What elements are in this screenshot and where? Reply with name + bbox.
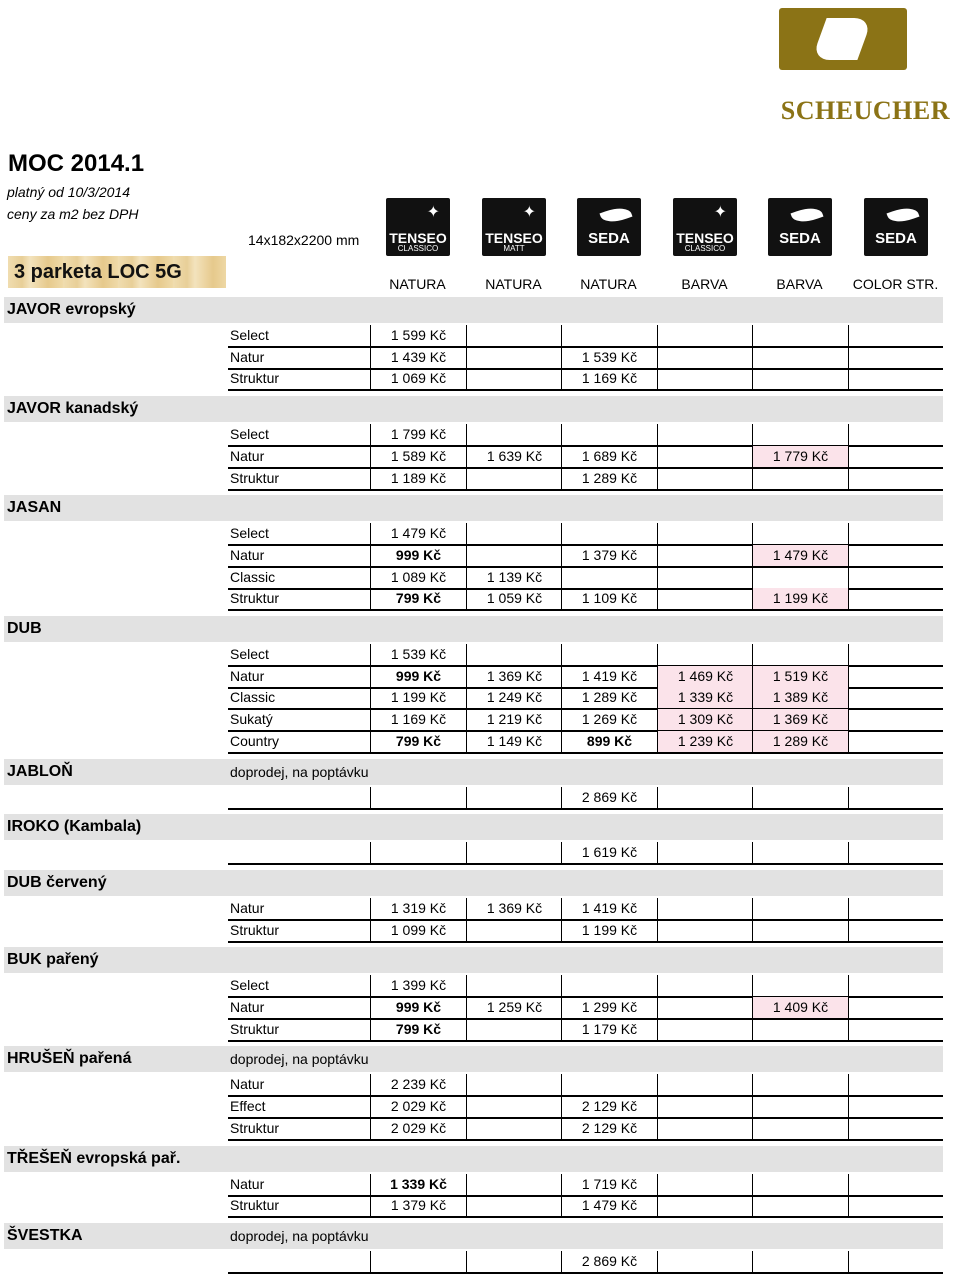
table-row xyxy=(228,347,943,370)
price-cell: 1 289 Kč xyxy=(752,731,848,752)
table-row xyxy=(228,975,943,998)
price-cell: 1 369 Kč xyxy=(466,898,562,919)
price-cell xyxy=(848,709,944,730)
price-cell: 1 619 Kč xyxy=(561,842,657,863)
price-cell: 1 409 Kč xyxy=(752,997,848,1018)
section-name: DUB xyxy=(7,620,42,637)
section-header xyxy=(4,870,943,896)
price-cell: 1 419 Kč xyxy=(561,898,657,919)
price-cell xyxy=(657,446,753,467)
row-label: Struktur xyxy=(230,1119,280,1136)
table-row xyxy=(228,567,943,590)
price-cell: 1 269 Kč xyxy=(561,709,657,730)
price-cell xyxy=(466,1096,562,1117)
price-cell xyxy=(657,1074,753,1095)
price-cell xyxy=(466,1174,562,1195)
price-cell: 1 289 Kč xyxy=(561,687,657,708)
price-cell xyxy=(752,1096,848,1117)
price-cell: 1 539 Kč xyxy=(370,644,466,665)
column-header: NATURA xyxy=(580,276,637,292)
price-cell: 1 779 Kč xyxy=(752,446,848,467)
table-row xyxy=(228,468,943,491)
price-cell xyxy=(848,920,944,941)
price-cell xyxy=(752,424,848,445)
price-cell: 1 369 Kč xyxy=(466,666,562,687)
price-cell: 2 129 Kč xyxy=(561,1118,657,1139)
price-cell xyxy=(657,975,753,996)
price-cell xyxy=(466,1074,562,1095)
finish-subname: CLASSICO xyxy=(397,244,439,253)
price-cell: 1 399 Kč xyxy=(370,975,466,996)
section-header xyxy=(4,495,943,521)
price-cell xyxy=(657,997,753,1018)
price-cell xyxy=(752,567,848,588)
column-header: NATURA xyxy=(485,276,542,292)
price-cell: 1 199 Kč xyxy=(561,920,657,941)
star-icon: ✦ xyxy=(713,204,727,221)
leaf-icon xyxy=(600,203,633,226)
table-row xyxy=(228,424,943,447)
price-cell: 1 249 Kč xyxy=(466,687,562,708)
price-cell xyxy=(466,1019,562,1040)
table-row xyxy=(228,1096,943,1119)
leaf-icon xyxy=(887,203,920,226)
price-cell xyxy=(848,997,944,1018)
table-row xyxy=(228,523,943,546)
finish-subname: CLASSICO xyxy=(684,244,726,253)
section-note: doprodej, na poptávku xyxy=(230,763,369,780)
section-header xyxy=(4,947,943,973)
price-cell xyxy=(466,545,562,566)
price-cell xyxy=(752,1019,848,1040)
price-cell: 1 379 Kč xyxy=(370,1195,466,1216)
price-cell xyxy=(466,920,562,941)
section-header xyxy=(4,297,943,323)
price-cell xyxy=(466,1118,562,1139)
price-cell: 1 189 Kč xyxy=(370,468,466,489)
price-cell xyxy=(848,787,944,808)
price-cell xyxy=(752,644,848,665)
price-cell: 1 169 Kč xyxy=(561,368,657,389)
unit-note: ceny za m2 bez DPH xyxy=(7,206,139,222)
section-header xyxy=(4,814,943,840)
price-cell: 1 299 Kč xyxy=(561,997,657,1018)
price-cell xyxy=(848,1096,944,1117)
table-row xyxy=(228,1195,943,1218)
star-icon: ✦ xyxy=(426,204,440,221)
price-cell xyxy=(561,975,657,996)
price-cell xyxy=(657,1174,753,1195)
price-cell xyxy=(848,842,944,863)
price-cell: 1 259 Kč xyxy=(466,997,562,1018)
row-label: Natur xyxy=(230,546,265,563)
price-cell xyxy=(752,898,848,919)
table-row xyxy=(228,898,943,921)
price-cell xyxy=(466,468,562,489)
section-name: JASAN xyxy=(7,499,62,517)
price-cell xyxy=(848,567,944,588)
price-cell: 2 869 Kč xyxy=(561,787,657,808)
finish-logo xyxy=(768,198,832,256)
row-label: Natur xyxy=(230,348,265,365)
section-name: TŘEŠEŇ evropská pař. xyxy=(7,1149,181,1167)
price-cell xyxy=(466,842,562,863)
price-cell xyxy=(848,644,944,665)
price-cell xyxy=(466,368,562,389)
page-title: MOC 2014.1 xyxy=(8,150,145,177)
table-row xyxy=(228,842,943,865)
price-cell xyxy=(657,1195,753,1216)
product-title: 3 parketa LOC 5G xyxy=(14,261,182,283)
price-cell: 1 059 Kč xyxy=(466,588,562,609)
section-note: doprodej, na poptávku xyxy=(230,1227,369,1244)
price-cell: 799 Kč xyxy=(370,1019,466,1040)
price-cell xyxy=(848,666,944,687)
price-cell: 799 Kč xyxy=(370,588,466,609)
finish-name: TENSEO xyxy=(485,230,543,246)
column-header: COLOR STR. xyxy=(852,276,939,292)
price-cell xyxy=(752,468,848,489)
finish-name: SEDA xyxy=(875,230,917,247)
price-cell: 1 519 Kč xyxy=(752,666,848,687)
row-label: Country xyxy=(230,732,280,749)
price-cell: 799 Kč xyxy=(370,731,466,752)
price-cell: 1 419 Kč xyxy=(561,666,657,687)
price-cell xyxy=(466,1251,562,1272)
table-row xyxy=(228,666,943,689)
table-row xyxy=(228,709,943,732)
price-cell: 1 289 Kč xyxy=(561,468,657,489)
section-name: DUB červený xyxy=(7,873,107,891)
price-cell: 2 239 Kč xyxy=(370,1074,466,1095)
price-cell xyxy=(848,731,944,752)
row-label: Natur xyxy=(230,447,265,464)
price-cell: 1 589 Kč xyxy=(370,446,466,467)
row-label: Natur xyxy=(230,999,265,1015)
price-cell xyxy=(561,523,657,544)
price-cell: 2 029 Kč xyxy=(370,1096,466,1117)
price-cell xyxy=(657,644,753,665)
price-cell xyxy=(657,898,753,919)
price-cell xyxy=(466,424,562,445)
row-label: Select xyxy=(230,977,269,994)
price-cell: 1 069 Kč xyxy=(370,368,466,389)
price-cell xyxy=(752,523,848,544)
section-header xyxy=(4,759,943,785)
price-cell: 1 179 Kč xyxy=(561,1019,657,1040)
price-cell xyxy=(752,787,848,808)
finish-name: SEDA xyxy=(588,230,630,247)
price-cell: 1 369 Kč xyxy=(752,709,848,730)
price-cell: 1 439 Kč xyxy=(370,347,466,368)
row-label: Effect xyxy=(230,1098,266,1115)
price-cell xyxy=(657,325,753,346)
row-label: Classic xyxy=(230,568,276,585)
price-cell xyxy=(752,975,848,996)
price-cell xyxy=(657,1251,753,1272)
price-cell: 1 169 Kč xyxy=(370,709,466,730)
price-cell xyxy=(466,523,562,544)
price-cell xyxy=(657,842,753,863)
price-cell: 1 219 Kč xyxy=(466,709,562,730)
brand-name: SCHEUCHER xyxy=(780,96,950,125)
finish-logo xyxy=(577,198,641,256)
finish-logo xyxy=(482,198,546,256)
price-cell: 1 139 Kč xyxy=(466,567,562,588)
price-cell: 1 539 Kč xyxy=(561,347,657,368)
finish-name: TENSEO xyxy=(676,230,734,246)
star-icon: ✦ xyxy=(522,204,536,221)
row-label: Select xyxy=(230,327,269,343)
price-cell xyxy=(848,1074,944,1095)
table-row xyxy=(228,1019,943,1042)
row-label: Natur xyxy=(230,1175,265,1192)
finish-name: TENSEO xyxy=(389,230,447,246)
price-cell: 1 239 Kč xyxy=(657,731,753,752)
price-cell xyxy=(370,1251,466,1272)
price-cell xyxy=(466,325,562,346)
price-cell xyxy=(848,424,944,445)
leaf-icon xyxy=(791,203,824,226)
price-cell xyxy=(848,975,944,996)
price-cell xyxy=(848,1118,944,1139)
price-cell: 1 199 Kč xyxy=(370,687,466,708)
column-header: NATURA xyxy=(389,276,446,292)
price-cell xyxy=(752,1195,848,1216)
price-cell xyxy=(657,567,753,588)
price-cell xyxy=(848,1195,944,1216)
price-cell xyxy=(848,368,944,389)
price-cell xyxy=(752,1174,848,1195)
section-name: HRUŠEŇ pařená xyxy=(7,1050,132,1068)
price-cell xyxy=(848,588,944,609)
finish-logo xyxy=(864,198,928,256)
price-cell: 1 599 Kč xyxy=(370,325,466,346)
price-cell: 1 719 Kč xyxy=(561,1174,657,1195)
price-cell xyxy=(848,446,944,467)
price-cell: 1 479 Kč xyxy=(752,545,848,566)
price-cell xyxy=(752,1251,848,1272)
price-cell xyxy=(752,842,848,863)
price-cell: 1 339 Kč xyxy=(657,687,753,708)
section-name: BUK pařený xyxy=(7,951,99,969)
section-name: JABLOŇ xyxy=(7,762,73,780)
price-cell xyxy=(657,368,753,389)
price-cell xyxy=(657,920,753,941)
table-row xyxy=(228,1174,943,1197)
price-cell xyxy=(848,347,944,368)
price-cell: 1 469 Kč xyxy=(657,666,753,687)
dimensions: 14x182x2200 mm xyxy=(248,232,360,248)
price-cell: 1 799 Kč xyxy=(370,424,466,445)
price-cell: 1 199 Kč xyxy=(752,588,848,609)
row-label: Select xyxy=(230,525,269,542)
column-header: BARVA xyxy=(681,276,728,292)
row-label: Sukatý xyxy=(230,711,273,728)
table-row xyxy=(228,644,943,667)
price-cell xyxy=(657,1118,753,1139)
row-label: Select xyxy=(230,426,269,443)
price-cell: 2 869 Kč xyxy=(561,1251,657,1272)
price-cell xyxy=(752,920,848,941)
price-cell xyxy=(752,1074,848,1095)
scheucher-logo-mark xyxy=(779,8,907,70)
price-cell xyxy=(848,898,944,919)
price-cell xyxy=(657,523,753,544)
price-cell xyxy=(657,468,753,489)
price-cell xyxy=(466,975,562,996)
finish-logo xyxy=(673,198,737,256)
price-cell xyxy=(466,644,562,665)
table-row xyxy=(228,731,943,754)
table-row xyxy=(228,687,943,710)
price-cell: 999 Kč xyxy=(370,997,466,1018)
section-name: JAVOR kanadský xyxy=(7,400,139,418)
table-row xyxy=(228,997,943,1020)
price-cell xyxy=(752,1118,848,1139)
table-row xyxy=(228,787,943,810)
price-cell xyxy=(657,787,753,808)
row-label: Struktur xyxy=(230,370,280,387)
price-cell xyxy=(848,468,944,489)
row-label: Struktur xyxy=(230,469,280,486)
price-cell: 1 309 Kč xyxy=(657,709,753,730)
price-cell xyxy=(752,368,848,389)
price-cell: 1 479 Kč xyxy=(561,1195,657,1216)
price-cell: 2 029 Kč xyxy=(370,1118,466,1139)
price-cell xyxy=(370,787,466,808)
finish-logo xyxy=(386,198,450,256)
section-name: ŠVESTKA xyxy=(7,1226,83,1244)
row-label: Struktur xyxy=(230,590,280,607)
price-cell xyxy=(848,545,944,566)
table-row xyxy=(228,325,943,348)
row-label: Classic xyxy=(230,689,276,706)
table-row xyxy=(228,545,943,568)
section-name: IROKO (Kambala) xyxy=(7,818,142,836)
valid-from: platný od 10/3/2014 xyxy=(7,184,130,200)
row-label: Struktur xyxy=(230,1020,280,1037)
price-cell xyxy=(848,523,944,544)
table-row xyxy=(228,1118,943,1141)
price-cell xyxy=(466,347,562,368)
row-label: Struktur xyxy=(230,921,280,938)
price-cell xyxy=(466,1195,562,1216)
price-cell: 1 099 Kč xyxy=(370,920,466,941)
price-cell: 1 689 Kč xyxy=(561,446,657,467)
table-row xyxy=(228,368,943,391)
price-cell xyxy=(657,545,753,566)
section-header xyxy=(4,1146,943,1172)
price-cell xyxy=(370,842,466,863)
table-row xyxy=(228,588,943,611)
price-cell xyxy=(561,325,657,346)
price-cell xyxy=(657,588,753,609)
price-cell xyxy=(657,1019,753,1040)
row-label: Struktur xyxy=(230,1197,280,1214)
finish-subname: MATT xyxy=(503,244,525,253)
price-cell: 999 Kč xyxy=(370,545,466,566)
section-note: doprodej, na poptávku xyxy=(230,1051,369,1068)
column-header: BARVA xyxy=(776,276,823,292)
price-cell xyxy=(561,644,657,665)
section-header xyxy=(4,616,943,642)
table-row xyxy=(228,446,943,469)
price-cell xyxy=(466,787,562,808)
price-cell: 899 Kč xyxy=(561,731,657,752)
section-header xyxy=(4,1046,943,1072)
price-cell: 1 089 Kč xyxy=(370,567,466,588)
price-cell xyxy=(848,1019,944,1040)
price-cell xyxy=(657,347,753,368)
finish-name: SEDA xyxy=(779,230,821,247)
price-cell: 1 639 Kč xyxy=(466,446,562,467)
row-label: Natur xyxy=(230,667,265,684)
price-cell: 1 339 Kč xyxy=(370,1174,466,1195)
price-cell xyxy=(848,325,944,346)
price-cell xyxy=(752,347,848,368)
row-label: Natur xyxy=(230,899,265,916)
price-cell: 1 109 Kč xyxy=(561,588,657,609)
price-cell xyxy=(848,687,944,708)
price-cell xyxy=(657,1096,753,1117)
price-cell: 1 379 Kč xyxy=(561,545,657,566)
price-cell xyxy=(848,1174,944,1195)
price-cell: 2 129 Kč xyxy=(561,1096,657,1117)
row-label: Select xyxy=(230,646,269,662)
price-cell xyxy=(561,567,657,588)
section-name: JAVOR evropský xyxy=(7,301,136,318)
row-label: Natur xyxy=(230,1076,265,1093)
price-cell xyxy=(752,325,848,346)
price-cell xyxy=(561,1074,657,1095)
table-row xyxy=(228,920,943,943)
price-cell: 1 479 Kč xyxy=(370,523,466,544)
price-cell: 999 Kč xyxy=(370,666,466,687)
price-cell xyxy=(561,424,657,445)
price-cell: 1 319 Kč xyxy=(370,898,466,919)
table-row xyxy=(228,1074,943,1097)
price-cell: 1 149 Kč xyxy=(466,731,562,752)
price-cell: 1 389 Kč xyxy=(752,687,848,708)
section-header xyxy=(4,396,943,422)
price-cell xyxy=(848,1251,944,1272)
price-cell xyxy=(657,424,753,445)
table-row xyxy=(228,1251,943,1274)
